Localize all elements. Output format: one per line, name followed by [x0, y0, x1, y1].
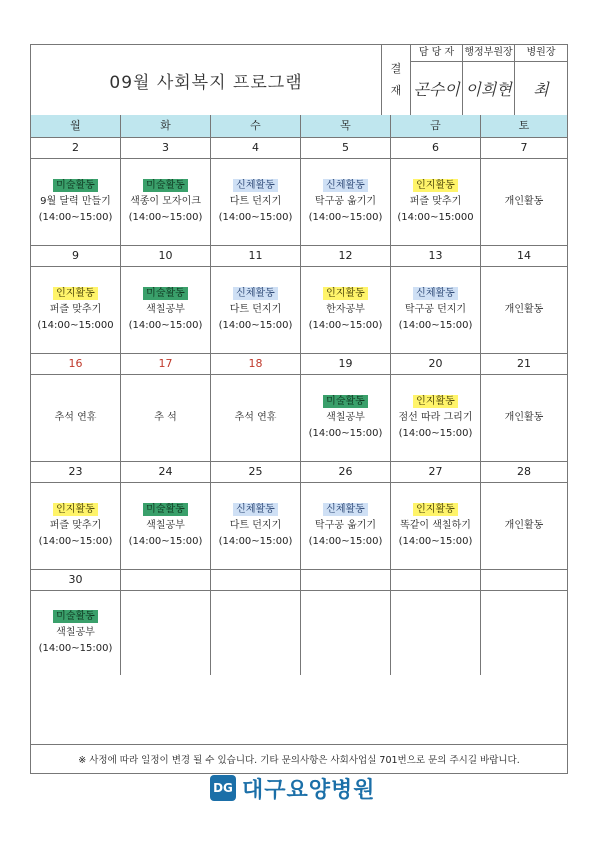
day-cell: [211, 375, 301, 461]
day-cell: [31, 483, 121, 569]
date-number: 23: [31, 462, 121, 482]
activity-name: 퍼즐 맞추기: [49, 519, 102, 531]
calendar-week: [31, 570, 567, 675]
approver-signature: 이희현: [465, 80, 512, 99]
day-cell: [31, 159, 121, 245]
day-cell: [391, 267, 481, 353]
activity-time: (14:00~15:00): [218, 319, 293, 331]
day-cell: [301, 267, 391, 353]
day-cell: [301, 159, 391, 245]
date-number: 20: [391, 354, 481, 374]
weekday-header: 금: [391, 115, 481, 137]
activity-name: 개인활동: [504, 196, 544, 207]
activity-name: 색칠공부: [146, 519, 185, 531]
footer-note: ※ 사정에 따라 일정이 변경 될 수 있습니다. 기타 문의사항은 사회사업실 701번으로 문의 주시길 바랍니다.: [31, 744, 567, 773]
date-number: 7: [520, 141, 528, 154]
weekday-header: 월: [31, 115, 121, 137]
activity-tag: 미술활동: [53, 179, 98, 192]
activity-tag: 미술활동: [323, 395, 368, 408]
activity-name: 색칠공부: [326, 411, 365, 423]
day-cell: [391, 375, 481, 461]
day-cell: [391, 483, 481, 569]
activity-name: 탁구공 던지기: [404, 303, 467, 315]
activity-name: 다트 던지기: [229, 195, 282, 207]
date-number: 21: [517, 357, 531, 370]
calendar-grid: [31, 115, 567, 675]
activity-time: (14:00~15:00): [38, 642, 113, 654]
logo-mark-icon: DG: [210, 775, 236, 801]
activity-name: 다트 던지기: [229, 519, 282, 531]
date-number: 3: [121, 138, 211, 158]
approver-role: 행정부원장: [463, 45, 514, 62]
date-number: [211, 570, 301, 590]
activity-name: 퍼즐 맞추기: [49, 303, 102, 315]
date-number: 4: [211, 138, 301, 158]
day-cell: [31, 375, 121, 461]
activity-tag: 미술활동: [53, 610, 98, 623]
date-number: 18: [211, 354, 301, 374]
activity-name: 9월 달력 만들기: [40, 195, 111, 207]
approver-column-director: [515, 45, 567, 115]
activity-time: (14:00~15:000: [397, 211, 474, 223]
activity-name: 추석 연휴: [54, 412, 97, 423]
activity-row: [31, 267, 567, 353]
activity-time: (14:00~15:00): [398, 535, 473, 547]
day-cell: [121, 591, 211, 675]
date-number: 5: [301, 138, 391, 158]
date-row: [31, 462, 567, 483]
hospital-logo: [210, 770, 376, 806]
calendar-week: [31, 246, 567, 354]
date-number: 27: [391, 462, 481, 482]
activity-tag: 인지활동: [413, 395, 458, 408]
activity-time: (14:00~15:00): [308, 211, 383, 223]
activity-tag: 신체활동: [233, 179, 278, 192]
activity-name: 탁구공 옮기기: [314, 195, 377, 207]
weekday-header-row: [31, 115, 567, 138]
activity-time: (14:00~15:00): [38, 211, 113, 223]
activity-time: (14:00~15:00): [218, 211, 293, 223]
activity-tag: 신체활동: [413, 287, 458, 300]
day-cell: [391, 591, 481, 675]
day-cell: [121, 483, 211, 569]
day-cell: [121, 159, 211, 245]
approval-box: [381, 45, 567, 115]
activity-row: [31, 375, 567, 461]
date-row: [31, 138, 567, 159]
activity-tag: 신체활동: [233, 503, 278, 516]
day-cell: [391, 159, 481, 245]
weekday-header: 목: [301, 115, 391, 137]
weekday-header: 수: [211, 115, 301, 137]
approval-label-bottom: 재: [390, 84, 402, 97]
approval-label: [381, 45, 411, 115]
date-number: 2: [31, 138, 121, 158]
date-number: 16: [31, 354, 121, 374]
activity-name: 점선 따라 그리기: [398, 411, 473, 423]
date-number: 19: [301, 354, 391, 374]
date-row: [31, 246, 567, 267]
activity-tag: 인지활동: [53, 503, 98, 516]
approver-role: 병원장: [515, 45, 567, 62]
activity-name: 개인활동: [504, 412, 544, 423]
approver-column-vice-director: [463, 45, 515, 115]
day-cell: [211, 159, 301, 245]
activity-name: 한자공부: [326, 303, 365, 315]
activity-tag: 미술활동: [143, 503, 188, 516]
date-number: 26: [301, 462, 391, 482]
activity-tag: 미술활동: [143, 179, 188, 192]
activity-name: 추 석: [154, 412, 177, 423]
activity-time: (14:00~15:00): [308, 535, 383, 547]
activity-time: (14:00~15:00): [128, 535, 203, 547]
approver-signature: 곤수이: [413, 80, 460, 99]
day-cell: [31, 267, 121, 353]
activity-name: 추석 연휴: [234, 412, 277, 423]
calendar-week: [31, 138, 567, 246]
day-cell: [31, 591, 121, 675]
day-cell: [121, 267, 211, 353]
date-row: [31, 354, 567, 375]
activity-name: 색칠공부: [56, 626, 95, 638]
day-cell: [301, 591, 391, 675]
activity-row: [31, 483, 567, 569]
activity-time: (14:00~15:00): [128, 211, 203, 223]
day-cell: [481, 267, 567, 353]
day-cell: [211, 591, 301, 675]
activity-time: (14:00~15:00): [218, 535, 293, 547]
logo-text: 대구요양병원: [242, 777, 376, 803]
approver-signature: 최: [533, 80, 549, 99]
activity-name: 퍼즐 맞추기: [409, 195, 462, 207]
activity-tag: 신체활동: [323, 503, 368, 516]
activity-name: 개인활동: [504, 520, 544, 531]
activity-time: (14:00~15:00): [398, 427, 473, 439]
date-number: [121, 570, 211, 590]
activity-time: (14:00~15:00): [308, 319, 383, 331]
date-number: [301, 570, 391, 590]
activity-row: [31, 591, 567, 675]
weekday-header: 토: [518, 119, 530, 132]
calendar-weeks: [31, 138, 567, 675]
approver-role: 담 당 자: [411, 45, 462, 62]
page-title: 09월 사회복지 프로그램: [109, 72, 303, 93]
date-number: 14: [517, 249, 531, 262]
day-cell: [211, 483, 301, 569]
activity-tag: 인지활동: [323, 287, 368, 300]
schedule-sheet: [30, 44, 568, 774]
calendar-week: [31, 354, 567, 462]
date-number: 28: [517, 465, 531, 478]
activity-name: 똑같이 색칠하기: [400, 519, 471, 531]
date-row: [31, 570, 567, 591]
date-number: 30: [31, 570, 121, 590]
day-cell: [481, 591, 567, 675]
day-cell: [481, 159, 567, 245]
activity-time: (14:00~15:00): [308, 427, 383, 439]
date-number: 9: [31, 246, 121, 266]
day-cell: [121, 375, 211, 461]
activity-tag: 인지활동: [413, 179, 458, 192]
activity-time: (14:00~15:00): [398, 319, 473, 331]
activity-tag: 신체활동: [323, 179, 368, 192]
day-cell: [211, 267, 301, 353]
activity-name: 다트 던지기: [229, 303, 282, 315]
activity-name: 색칠공부: [146, 303, 185, 315]
day-cell: [301, 483, 391, 569]
sheet-header: [31, 45, 567, 116]
date-number: 10: [121, 246, 211, 266]
date-number: 13: [391, 246, 481, 266]
activity-name: 색종이 모자이크: [130, 195, 201, 207]
activity-name: 탁구공 옮기기: [314, 519, 377, 531]
weekday-header: 화: [121, 115, 211, 137]
date-number: 25: [211, 462, 301, 482]
day-cell: [481, 375, 567, 461]
date-number: 24: [121, 462, 211, 482]
activity-tag: 인지활동: [413, 503, 458, 516]
approver-column-staff: [411, 45, 463, 115]
activity-time: (14:00~15:00): [38, 535, 113, 547]
activity-tag: 신체활동: [233, 287, 278, 300]
date-number: 11: [211, 246, 301, 266]
date-number: 12: [301, 246, 391, 266]
activity-time: (14:00~15:00): [128, 319, 203, 331]
date-number: [481, 570, 567, 590]
date-number: [391, 570, 481, 590]
activity-row: [31, 159, 567, 245]
activity-time: (14:00~15:000: [37, 319, 114, 331]
day-cell: [301, 375, 391, 461]
activity-tag: 미술활동: [143, 287, 188, 300]
activity-tag: 인지활동: [53, 287, 98, 300]
activity-name: 개인활동: [504, 304, 544, 315]
date-number: 6: [391, 138, 481, 158]
date-number: 17: [121, 354, 211, 374]
approval-label-top: 결: [390, 62, 402, 75]
calendar-week: [31, 462, 567, 570]
day-cell: [481, 483, 567, 569]
